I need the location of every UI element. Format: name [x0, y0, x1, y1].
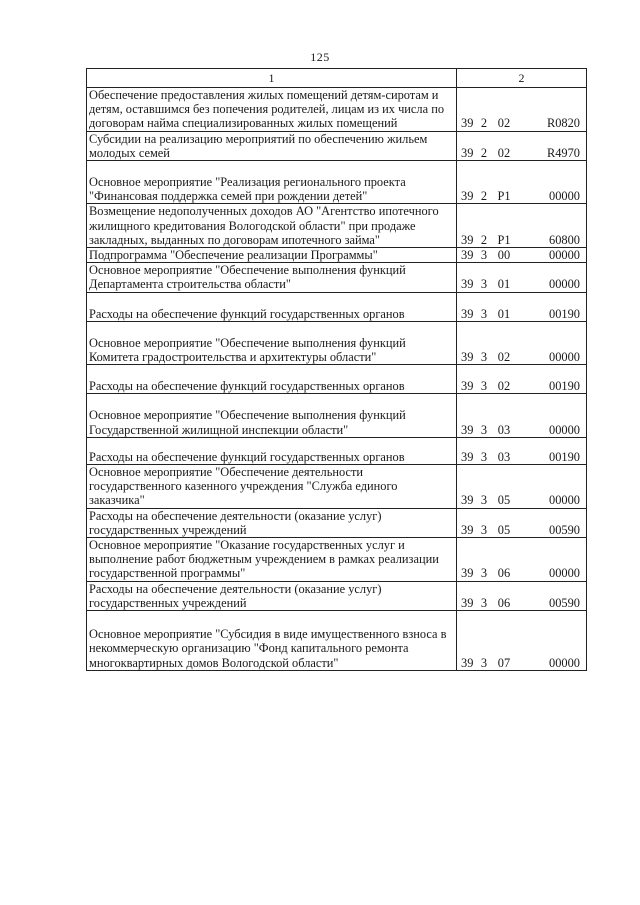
measure-code: 03 — [497, 422, 511, 437]
table-row — [87, 394, 587, 437]
direction-code: R4970 — [546, 145, 580, 160]
program-code: 39 — [461, 116, 474, 131]
subprogram-code: 3 — [480, 449, 488, 464]
row-code — [457, 292, 587, 321]
row-code — [457, 88, 587, 132]
measure-code: 01 — [497, 306, 511, 321]
row-code — [457, 611, 587, 671]
row-code — [457, 263, 587, 292]
direction-code: 00000 — [549, 422, 580, 437]
direction-code: 00000 — [549, 566, 580, 581]
table-row — [87, 131, 587, 160]
subprogram-code: 2 — [480, 145, 488, 160]
program-code: 39 — [461, 379, 474, 394]
measure-code: 05 — [497, 493, 511, 508]
program-code: 39 — [461, 350, 474, 365]
table-row — [87, 263, 587, 292]
row-code — [457, 394, 587, 437]
measure-code: 05 — [497, 522, 511, 537]
page-number: 125 — [310, 50, 330, 64]
row-description: Основное мероприятие "Обеспечение выполнения функций Комитета градостроительства и архитектуры области" — [87, 321, 457, 364]
program-code: 39 — [461, 522, 474, 537]
direction-code: 00000 — [549, 655, 580, 670]
direction-code: 60800 — [549, 232, 580, 247]
direction-code: 00000 — [549, 277, 580, 292]
measure-code: 01 — [497, 277, 511, 292]
direction-code: 00000 — [549, 350, 580, 365]
program-code: 39 — [461, 248, 474, 263]
row-description: Субсидии на реализацию мероприятий по обеспечению жильем молодых семей — [87, 131, 457, 160]
subprogram-code: 3 — [480, 522, 488, 537]
row-description: Расходы на обеспечение функций государственных органов — [87, 437, 457, 464]
measure-code: 02 — [497, 379, 511, 394]
subprogram-code: 3 — [480, 306, 488, 321]
row-description: Расходы на обеспечение деятельности (оказание услуг) государственных учреждений — [87, 508, 457, 537]
budget-classification-table — [86, 68, 587, 671]
subprogram-code: 3 — [480, 350, 488, 365]
column-header-description: 1 — [87, 69, 457, 88]
row-code — [457, 321, 587, 364]
table-body — [87, 88, 587, 671]
direction-code: R0820 — [546, 116, 580, 131]
row-code — [457, 204, 587, 248]
table-row — [87, 538, 587, 582]
subprogram-code: 2 — [480, 189, 488, 204]
table-row — [87, 365, 587, 394]
program-code: 39 — [461, 145, 474, 160]
table-row — [87, 321, 587, 364]
program-code: 39 — [461, 595, 474, 610]
subprogram-code: 3 — [480, 493, 488, 508]
row-description: Основное мероприятие "Оказание государственных услуг и выполнение работ бюджетным учреждением в рамках реализации государственной программы" — [87, 538, 457, 582]
program-code: 39 — [461, 655, 474, 670]
measure-code: 07 — [497, 655, 511, 670]
table-row — [87, 581, 587, 610]
measure-code: 06 — [497, 595, 511, 610]
measure-code: 02 — [497, 116, 511, 131]
table-row — [87, 161, 587, 204]
program-code: 39 — [461, 422, 474, 437]
row-description: Основное мероприятие "Обеспечение деятельности государственного казенного учреждения "Служба единого заказчика" — [87, 465, 457, 509]
direction-code: 00590 — [549, 522, 580, 537]
subprogram-code: 2 — [480, 116, 488, 131]
direction-code: 00590 — [549, 595, 580, 610]
row-description: Основное мероприятие "Обеспечение выполнения функций Государственной жилищной инспекции области" — [87, 394, 457, 437]
row-code — [457, 365, 587, 394]
measure-code: 06 — [497, 566, 511, 581]
measure-code: 02 — [497, 145, 511, 160]
row-description: Основное мероприятие "Обеспечение выполнения функций Департамента строительства области" — [87, 263, 457, 292]
program-code: 39 — [461, 566, 474, 581]
measure-code: P1 — [497, 189, 511, 204]
measure-code: P1 — [497, 232, 511, 247]
row-code — [457, 538, 587, 582]
program-code: 39 — [461, 449, 474, 464]
row-description: Основное мероприятие "Реализация регионального проекта "Финансовая поддержка семей при рождении детей" — [87, 161, 457, 204]
program-code: 39 — [461, 493, 474, 508]
table-row — [87, 204, 587, 248]
program-code: 39 — [461, 306, 474, 321]
row-code — [457, 581, 587, 610]
measure-code: 02 — [497, 350, 511, 365]
subprogram-code: 3 — [480, 277, 488, 292]
row-description: Возмещение недополученных доходов АО "Агентство ипотечного жилищного кредитования Вологодской области" при продаже закладных, выданных по договорам ипотечного займа" — [87, 204, 457, 248]
direction-code: 00000 — [549, 189, 580, 204]
column-header-code: 2 — [457, 69, 587, 88]
row-description: Расходы на обеспечение функций государственных органов — [87, 292, 457, 321]
measure-code: 03 — [497, 449, 511, 464]
direction-code: 00000 — [549, 493, 580, 508]
table-row — [87, 88, 587, 132]
measure-code: 00 — [497, 248, 511, 263]
direction-code: 00190 — [549, 306, 580, 321]
subprogram-code: 3 — [480, 379, 488, 394]
program-code: 39 — [461, 189, 474, 204]
direction-code: 00000 — [549, 248, 580, 263]
row-code — [457, 465, 587, 509]
direction-code: 00190 — [549, 379, 580, 394]
table-row — [87, 248, 587, 263]
table-header-row — [87, 69, 587, 88]
subprogram-code: 3 — [480, 566, 488, 581]
row-code — [457, 508, 587, 537]
table-row — [87, 508, 587, 537]
row-code — [457, 248, 587, 263]
direction-code: 00190 — [549, 449, 580, 464]
table-row — [87, 465, 587, 509]
subprogram-code: 3 — [480, 422, 488, 437]
program-code: 39 — [461, 277, 474, 292]
row-code — [457, 131, 587, 160]
row-description: Подпрограмма "Обеспечение реализации Программы" — [87, 248, 457, 263]
subprogram-code: 2 — [480, 232, 488, 247]
subprogram-code: 3 — [480, 655, 488, 670]
subprogram-code: 3 — [480, 595, 488, 610]
row-code — [457, 161, 587, 204]
table-row — [87, 437, 587, 464]
row-description: Основное мероприятие "Субсидия в виде имущественного взноса в некоммерческую организацию "Фонд капитального ремонта многоквартирных домов Вологодской области" — [87, 611, 457, 671]
row-description: Обеспечение предоставления жилых помещений детям-сиротам и детям, оставшимся без попечения родителей, лицам из их числа по договорам найма специализированных жилых помещений — [87, 88, 457, 132]
row-code — [457, 437, 587, 464]
subprogram-code: 3 — [480, 248, 488, 263]
row-description: Расходы на обеспечение деятельности (оказание услуг) государственных учреждений — [87, 581, 457, 610]
program-code: 39 — [461, 232, 474, 247]
table-row — [87, 292, 587, 321]
table-row — [87, 611, 587, 671]
row-description: Расходы на обеспечение функций государственных органов — [87, 365, 457, 394]
